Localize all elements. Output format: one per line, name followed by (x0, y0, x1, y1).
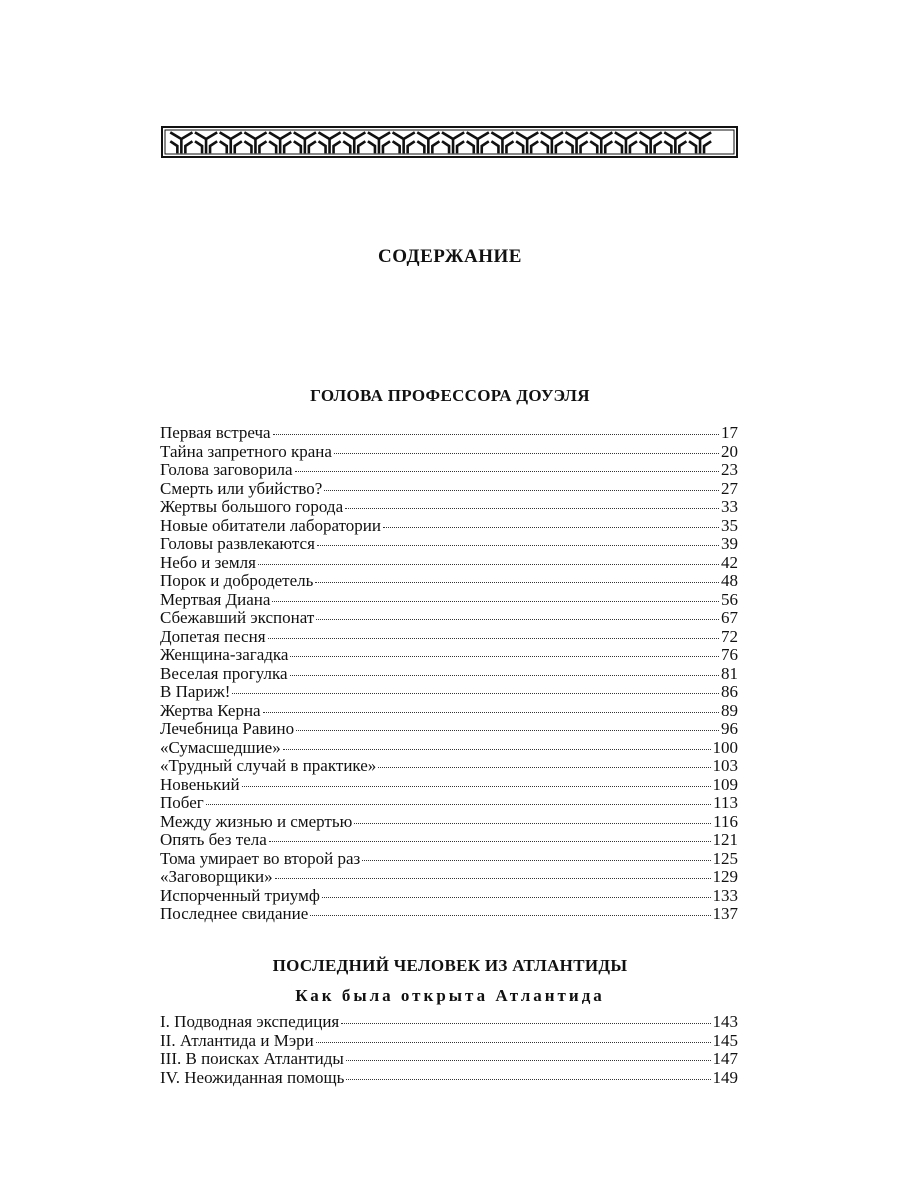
toc-entry-title: Последнее свидание (160, 904, 309, 923)
toc-entry (160, 646, 738, 665)
toc-entry (160, 480, 738, 499)
toc-entry (160, 1050, 738, 1069)
toc-entry-title: «Трудный случай в практике» (160, 756, 377, 775)
toc-entry-title: Допетая песня (160, 626, 266, 646)
toc-entry-page-number: 129 (712, 867, 738, 886)
dot-leader (272, 601, 719, 602)
page-title: СОДЕРЖАНИЕ (378, 246, 522, 267)
toc-entry-page-number: 103 (712, 756, 738, 775)
dot-leader (322, 897, 711, 898)
dot-leader (242, 786, 711, 787)
toc-entry (160, 905, 738, 924)
toc-entry-page-number: 39 (721, 534, 738, 553)
toc-entry-page-number: 48 (721, 571, 738, 590)
toc-entry (160, 887, 738, 906)
toc-entry (160, 665, 738, 684)
toc-entry (160, 720, 738, 739)
toc-entry (160, 572, 738, 591)
toc-entry-title: Смерть или убийство? (160, 478, 323, 498)
toc-entry-page-number: 125 (712, 848, 738, 868)
toc-entry-title: «Сумасшедшие» (160, 737, 281, 757)
dot-leader (268, 638, 719, 639)
toc-entry (160, 424, 738, 443)
meander-border-ornament (161, 126, 738, 158)
dot-leader (317, 545, 719, 546)
dot-leader (296, 730, 719, 731)
toc-entry-page-number: 147 (712, 1049, 738, 1068)
toc-entry-title: IV. Неожиданная помощь (160, 1067, 345, 1087)
toc-entry-title: Новые обитатели лаборатории (160, 515, 381, 535)
toc-entry-title: Порок и добродетель (160, 571, 314, 590)
toc-entry-page-number: 133 (712, 885, 738, 905)
dot-leader (316, 619, 719, 620)
part2-title: ПОСЛЕДНИЙ ЧЕЛОВЕК ИЗ АТЛАНТИДЫ (272, 956, 628, 975)
toc-entry-title: Между жизнью и смертью (160, 811, 353, 831)
dot-leader (345, 508, 719, 509)
toc-entry (160, 554, 738, 573)
toc-entry-page-number: 42 (721, 552, 738, 572)
toc-entry (160, 1013, 738, 1032)
dot-leader (324, 490, 719, 491)
toc-entry (160, 1032, 738, 1051)
dot-leader (310, 915, 710, 916)
toc-entry-title: Голова заговорила (160, 460, 293, 479)
toc-entry-title: I. Подводная экспедиция (160, 1012, 340, 1031)
toc-entry-title: Опять без тела (160, 830, 267, 849)
toc-entry (160, 850, 738, 869)
toc-entry (160, 609, 738, 628)
toc-entry (160, 739, 738, 758)
toc-entry (160, 776, 738, 795)
toc-entry-page-number: 17 (721, 423, 738, 442)
part2-section-title: Как была открыта Атлантида (295, 986, 605, 1005)
toc-entry-page-number: 20 (721, 441, 738, 461)
dot-leader (275, 878, 711, 879)
dot-leader (334, 453, 719, 454)
toc-entry (160, 628, 738, 647)
dot-leader (283, 749, 711, 750)
toc-entry-page-number: 143 (712, 1012, 738, 1031)
part1-toc-list (160, 424, 738, 924)
dot-leader (258, 564, 719, 565)
toc-entry-title: Лечебница Равино (160, 719, 295, 738)
toc-entry-title: Жертвы большого города (160, 497, 344, 516)
toc-entry-title: Сбежавший экспонат (160, 608, 315, 627)
toc-entry-page-number: 100 (712, 737, 738, 757)
dot-leader (383, 527, 719, 528)
dot-leader (290, 656, 719, 657)
toc-entry-page-number: 89 (721, 700, 738, 720)
toc-entry-title: Побег (160, 793, 204, 812)
dot-leader (341, 1023, 710, 1024)
dot-leader (346, 1079, 710, 1080)
toc-entry-page-number: 137 (712, 904, 738, 923)
dot-leader (290, 675, 719, 676)
toc-entry (160, 1069, 738, 1088)
toc-entry-title: Веселая прогулка (160, 663, 288, 683)
dot-leader (362, 860, 710, 861)
dot-leader (378, 767, 710, 768)
dot-leader (273, 434, 719, 435)
toc-entry-title: Тома умирает во второй раз (160, 848, 361, 868)
toc-entry-page-number: 67 (721, 608, 738, 627)
toc-entry-page-number: 149 (712, 1067, 738, 1087)
toc-entry-title: III. В поисках Атлантиды (160, 1049, 344, 1068)
toc-entry (160, 535, 738, 554)
toc-entry (160, 813, 738, 832)
toc-entry-title: В Париж! (160, 682, 231, 701)
toc-entry-page-number: 116 (713, 811, 738, 831)
toc-entry-title: Новенький (160, 774, 240, 794)
toc-entry-page-number: 72 (721, 626, 738, 646)
toc-entry-title: Мертвая Диана (160, 589, 271, 609)
toc-entry (160, 517, 738, 536)
dot-leader (295, 471, 719, 472)
toc-entry-page-number: 56 (721, 589, 738, 609)
part2-toc-list (160, 1013, 738, 1087)
toc-entry (160, 461, 738, 480)
ornament-icon (161, 126, 738, 158)
toc-entry-title: Головы развлекаются (160, 534, 315, 553)
dot-leader (346, 1060, 711, 1061)
toc-entry (160, 443, 738, 462)
toc-entry (160, 498, 738, 517)
dot-leader (263, 712, 719, 713)
dot-leader (206, 804, 711, 805)
toc-entry-page-number: 121 (712, 830, 738, 849)
toc-entry-page-number: 76 (721, 645, 738, 664)
toc-entry-page-number: 109 (712, 774, 738, 794)
toc-entry-page-number: 113 (713, 793, 738, 812)
toc-entry-title: Тайна запретного крана (160, 441, 332, 461)
toc-entry (160, 591, 738, 610)
toc-entry-page-number: 96 (721, 719, 738, 738)
toc-entry-page-number: 27 (721, 478, 738, 498)
toc-entry-title: Женщина-загадка (160, 645, 289, 664)
part1-title: ГОЛОВА ПРОФЕССОРА ДОУЭЛЯ (310, 386, 590, 405)
toc-entry (160, 702, 738, 721)
toc-entry-title: Небо и земля (160, 552, 256, 572)
toc-entry-page-number: 23 (721, 460, 738, 479)
toc-entry (160, 683, 738, 702)
toc-entry (160, 831, 738, 850)
toc-entry-page-number: 81 (721, 663, 738, 683)
dot-leader (315, 582, 719, 583)
toc-entry-title: II. Атлантида и Мэри (160, 1030, 314, 1050)
toc-entry-title: Жертва Керна (160, 700, 261, 720)
toc-entry-page-number: 35 (721, 515, 738, 535)
toc-entry (160, 757, 738, 776)
toc-entry (160, 868, 738, 887)
dot-leader (269, 841, 711, 842)
dot-leader (316, 1042, 711, 1043)
toc-entry-page-number: 33 (721, 497, 738, 516)
toc-entry-page-number: 145 (712, 1030, 738, 1050)
toc-entry-title: «Заговорщики» (160, 867, 273, 886)
dot-leader (232, 693, 719, 694)
toc-entry-title: Испорченный триумф (160, 885, 320, 905)
dot-leader (354, 823, 711, 824)
toc-entry-page-number: 86 (721, 682, 738, 701)
toc-entry-title: Первая встреча (160, 423, 271, 442)
toc-entry (160, 794, 738, 813)
